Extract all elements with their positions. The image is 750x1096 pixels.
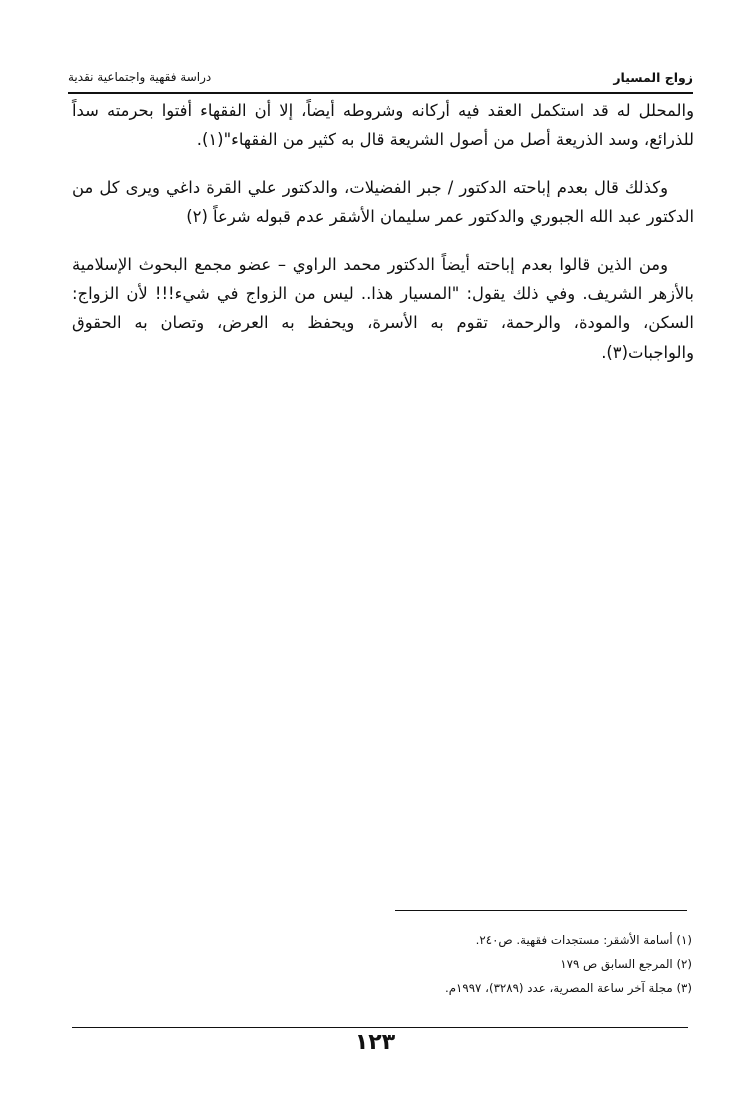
footnote-1: (١) أسامة الأشقر: مستجدات فقهية. ص٢٤٠. <box>475 933 692 947</box>
footer-divider <box>72 1027 688 1028</box>
footnotes <box>272 928 692 1000</box>
paragraph: ومن الذين قالوا بعدم إباحته أيضاً الدكتور محمد الراوي – عضو مجمع البحوث الإسلامية بالأزهر الشريف. وفي ذلك يقول: "المسيار هذا.. ليس من الزواج في شيء!!! لأن الزواج: السكن، والمودة، والرحمة، تقوم به الأسرة، ويحفظ به العرض، وتصان به الحقوق والواجبات(٣). <box>72 254 694 362</box>
paragraph: وكذلك قال بعدم إباحته الدكتور / جبر الفضيلات، والدكتور علي القرة داغي ويرى كل من الدكتور عبد الله الجبوري والدكتور عمر سليمان الأشقر عدم قبوله شرعاً (٢) <box>72 177 694 227</box>
page-number: ١٢٣ <box>354 1030 396 1055</box>
running-header <box>68 66 693 88</box>
footnote-3: (٣) مجلة آخر ساعة المصرية، عدد (٣٢٨٩)، ١٩٩٧م. <box>444 981 692 995</box>
header-chapter-title: دراسة فقهية واجتماعية نقدية <box>68 70 212 84</box>
main-text <box>72 96 694 385</box>
footnote-2: (٢) المرجع السابق ص ١٧٩ <box>560 957 692 971</box>
paragraph: والمحلل له قد استكمل العقد فيه أركانه وشروطه أيضاً، إلا أن الفقهاء أفتوا بحرمته سداً للذرائع، وسد الذريعة أصل من أصول الشريعة قال به كثير من الفقهاء"(١). <box>72 101 694 150</box>
header-divider <box>68 92 693 94</box>
header-book-title: زواج المسيار <box>613 70 693 85</box>
footnote-divider <box>395 910 687 911</box>
